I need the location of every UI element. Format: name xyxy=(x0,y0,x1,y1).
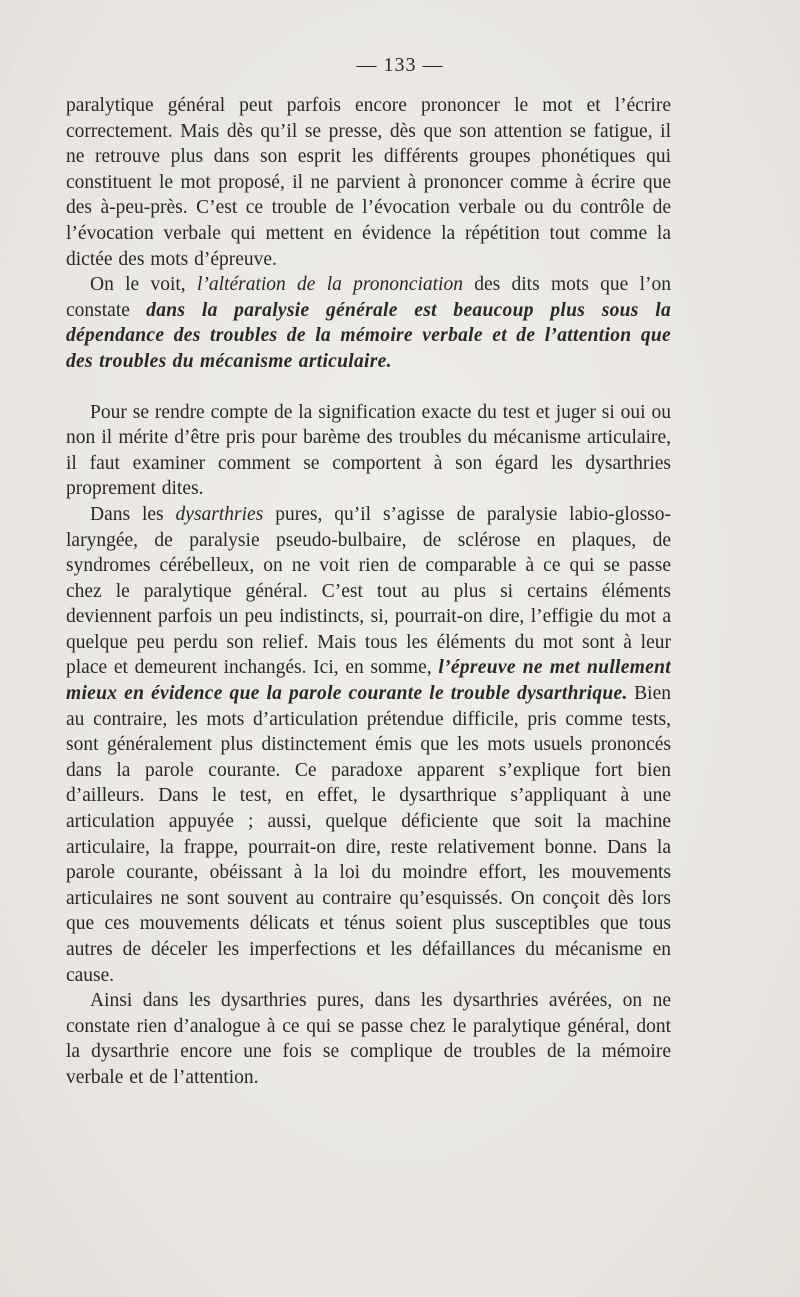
paragraph-2 xyxy=(66,272,671,374)
paragraph-5: Ainsi dans les dysarthries pures, dans les dysarthries avérées, on ne constate rien d’analogue à ce qui se passe chez le paralytique général, dont la dysarthrie encore une fois se complique de troubles de la mémoire verbale et de l’attention. xyxy=(66,990,671,1088)
paragraph-3: Pour se rendre compte de la signification exacte du test et juger si oui ou non il mérite d’être pris pour barème des troubles du mécanisme articulaire, il faut examiner comment se comportent à son égard les dysarthries proprement dites. xyxy=(66,401,671,500)
p4-italic-term: dysarthries xyxy=(175,503,264,525)
p2-italic-term: l’altération de la prononciation xyxy=(196,274,463,296)
p4-emphasis: l’épreuve ne met nullement mieux en évidence que la parole courante le trouble dysarthrique. xyxy=(66,657,671,705)
p2-text-a: On le voit, xyxy=(90,274,186,296)
body-text xyxy=(66,93,671,1091)
page-number: — 133 — xyxy=(356,54,444,76)
p4-text-a: Dans les xyxy=(90,503,164,525)
p4-text-c: pures, qu’il s’agisse de paralysie labio-glosso-laryngée, de paralysie pseudo-bulbaire, de sclérose en plaques, de syndromes cérébelleux, on ne voit rien de comparable à ce qui se passe chez le paralytique général. C’est tout au plus si certains éléments deviennent parfois un peu indistincts, si, pourrait-on dire, l’effigie du mot a quelque peu perdu son relief. Mais tous les éléments du mot sont à leur place et demeurent inchangés. Ici, en somme, xyxy=(66,503,671,679)
p2-text-c: des dits mots que l’on constate xyxy=(66,274,671,321)
p4-text-e: Bien au contraire, les mots d’articulation prétendue difficile, pris comme tests, sont généralement plus distinctement émis que les mots usuels prononcés dans la parole courante. Ce paradoxe apparent s’explique fort bien d’ailleurs. Dans le test, en effet, le dysarthrique s’appliquant à une articulation appuyée ; aussi, quelque déficiente que soit la machine articulaire, la frappe, pourrait-on dire, reste relativement bonne. Dans la parole courante, obéissant à la loi du moindre effort, les mouvements articulaires ne sont souvent au contraire qu’esquissés. On conçoit dès lors que ces mouvements délicats et ténus soient plus susceptibles que tous autres de déceler les imperfections et les défaillances du mécanisme en cause. xyxy=(66,683,671,986)
p2-emphasis: dans la paralysie générale est beaucoup plus sous la dépendance des troubles de la mémoire verbale et de l’attention que des troubles du mécanisme articulaire. xyxy=(66,299,672,372)
paragraph-4 xyxy=(66,502,671,988)
paragraph-1: paralytique général peut parfois encore prononcer le mot et l’écrire correctement. Mais dès qu’il se presse, dès que son attention se fatigue, il ne retrouve plus dans son esprit les différents groupes phonétiques qui constituent le mot proposé, il ne parvient à prononcer comme à écrire que des à-peu-près. C’est ce trouble de l’évocation verbale ou du contrôle de l’évocation verbale qui mettent en évidence la répétition tout comme la dictée des mots d’épreuve. xyxy=(66,95,671,270)
